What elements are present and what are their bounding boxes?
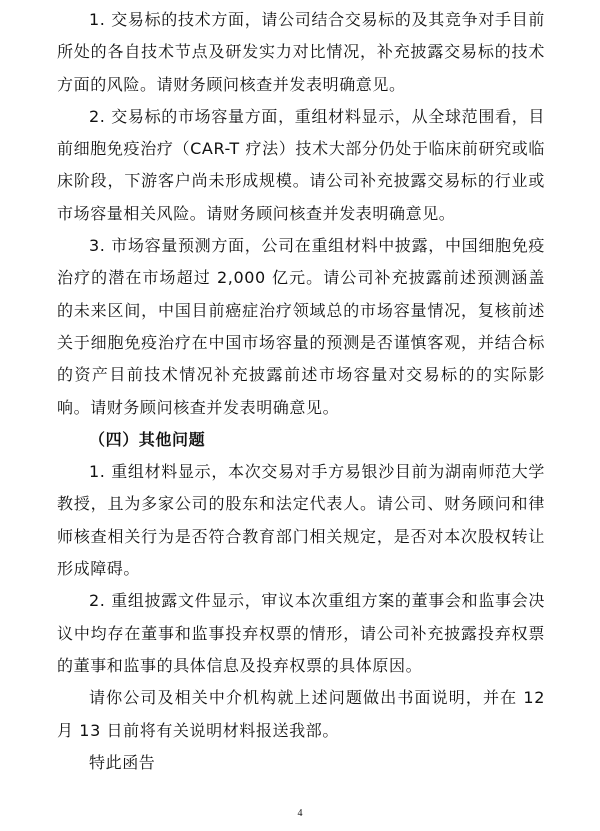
page-number: 4 (297, 808, 303, 819)
closing-line: 特此函告 (89, 752, 156, 772)
paragraph-market-capacity: 2. 交易标的市场容量方面，重组材料显示，从全球范围看，目前细胞免疫治疗（CAR-T 疗法）技术大部分仍处于临床前研究或临床阶段，下游客户尚未形成规模。请公司补充披露交易标的行业或市场容量相关风险。请财务顾问核查并发表明确意见。 (57, 106, 545, 223)
paragraph-market-forecast: 3. 市场容量预测方面，公司在重组材料中披露，中国细胞免疫治疗的潜在市场超过 2,000 亿元。请公司补充披露前述预测涵盖的未来区间，中国目前癌症治疗领域总的市场容量情况，复核前述关于细胞免疫治疗在中国市场容量的预测是否谨慎客观，并结合标的资产目前技术情况补充披露前述市场容量对交易标的的实际影响。请财务顾问核查并发表明确意见。 (57, 236, 545, 417)
section-heading: （四）其他问题 (89, 429, 206, 449)
paragraph-technology-risk: 1. 交易标的技术方面，请公司结合交易标的及其竞争对手目前所处的各自技术节点及研发实力对比情况，补充披露交易标的技术方面的风险。请财务顾问核查并发表明确意见。 (57, 10, 545, 94)
paragraph-request: 请你公司及相关中介机构就上述问题做出书面说明，并在 12 月 13 日前将有关说明材料报送我部。 (57, 688, 545, 740)
document-body (57, 4, 545, 779)
paragraph-counterparty: 1. 重组材料显示，本次交易对手方易银沙目前为湖南师范大学教授，且为多家公司的股东和法定代表人。请公司、财务顾问和律师核查相关行为是否符合教育部门相关规定，是否对本次股权转让形成障碍。 (57, 462, 545, 579)
paragraph-abstention: 2. 重组披露文件显示，审议本次重组方案的董事会和监事会决议中均存在董事和监事投弃权票的情形，请公司补充披露投弃权票的董事和监事的具体信息及投弃权票的具体原因。 (57, 591, 545, 675)
